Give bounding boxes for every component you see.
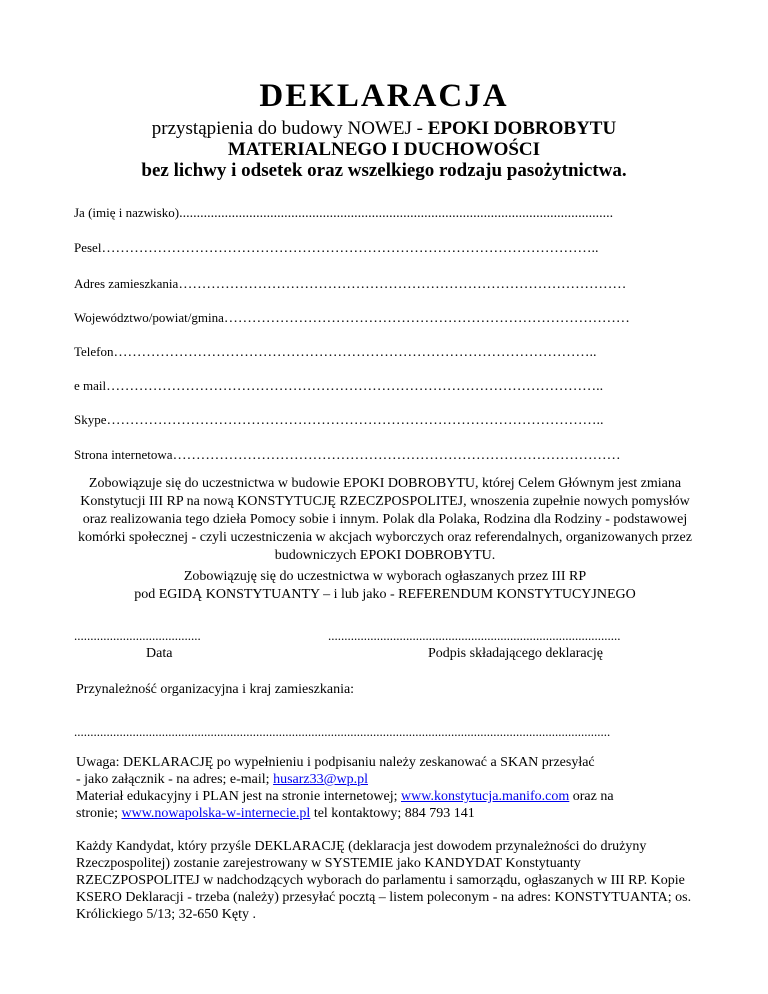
- subtitle-line-1-bold: EPOKI DOBROBYTU: [427, 118, 617, 139]
- field-name-dots: ............................................................................................................................: [179, 206, 614, 221]
- email-link[interactable]: husarz33@wp.pl: [273, 772, 369, 787]
- signature-label: Podpis składającego deklarację: [428, 646, 603, 661]
- subtitle-line-3-text: bez lichwy i odsetek oraz wszelkiego rodzaju pasożytnictwa.: [141, 160, 627, 181]
- field-phone-label: Telefon: [74, 344, 114, 359]
- notice-line-2: [76, 771, 706, 788]
- notice-line-4: [76, 805, 706, 822]
- subtitle-line-1: [0, 118, 768, 139]
- notice-line-3-suffix: oraz na: [569, 789, 614, 804]
- field-region-dots: ……………………………………………………………………………: [223, 311, 630, 326]
- document-subtitle: [0, 118, 768, 181]
- subtitle-line-3: [0, 160, 768, 181]
- field-phone[interactable]: [74, 344, 714, 361]
- field-pesel-label: Pesel: [74, 240, 102, 255]
- subtitle-line-2-text: MATERIALNEGO I DUCHOWOŚCI: [227, 139, 541, 160]
- field-email[interactable]: [74, 378, 714, 395]
- pledge-paragraph-2: [70, 568, 700, 604]
- website-link-2[interactable]: www.nowapolska-w-internecie.pl: [121, 806, 311, 821]
- notice-line-2-prefix: - jako załącznik - na adres; e-mail;: [76, 772, 274, 787]
- field-skype-label: Skype: [74, 412, 107, 427]
- field-skype[interactable]: [74, 412, 714, 429]
- field-name-label: Ja (imię i nazwisko): [74, 205, 180, 220]
- date-line[interactable]: .......................................: [74, 628, 201, 643]
- field-address[interactable]: [74, 276, 714, 293]
- org-line[interactable]: .....................................................................................................................................................................: [74, 724, 611, 739]
- notice-line-3: [76, 788, 706, 805]
- field-pesel[interactable]: [74, 240, 714, 257]
- org-label: Przynależność organizacyjna i kraj zamieszkania:: [76, 682, 355, 697]
- subtitle-line-2: [0, 139, 768, 160]
- field-website-dots: ……………………………………………………………………………………: [172, 448, 621, 463]
- signature-line[interactable]: ..........................................................................................: [328, 628, 621, 643]
- date-label: Data: [146, 646, 173, 661]
- field-region-label: Województwo/powiat/gmina: [74, 310, 224, 325]
- field-address-label: Adres zamieszkania: [74, 276, 179, 291]
- notice-line-1: Uwaga: DEKLARACJĘ po wypełnieniu i podpisaniu należy zeskanować a SKAN przesyłać: [76, 755, 595, 770]
- pledge-2-line-1: Zobowiązuję się do uczestnictwa w wyborach ogłaszanych przez III RP: [183, 569, 587, 584]
- field-address-dots: ……………………………………………………………………………………: [178, 277, 627, 292]
- pledge-paragraph-1: Zobowiązuje się do uczestnictwa w budowie EPOKI DOBROBYTU, której Celem Głównym jest zmiana Konstytucji III RP na nową KONSTYTUCJĘ RZECZPOSPOLITEJ, wnoszenia zupełnie nowych pomysłów oraz realizowania tego dzieła Pomocy sobie i innym. Polak dla Polaka, Rodzina dla Rodziny - podstawowej komórki społecznej - czyli uczestniczenia w akcjach wyborczych oraz referendalnych, organizowanych przez budowniczych EPOKI DOBROBYTU.: [78, 476, 692, 563]
- field-website-label: Strona internetowa: [74, 447, 173, 462]
- website-link-1[interactable]: www.konstytucja.manifo.com: [401, 789, 570, 804]
- field-phone-dots: …………………………………………………………………………………………..: [113, 345, 597, 360]
- field-email-label: e mail: [74, 378, 107, 393]
- pledge-2-line-2: pod EGIDĄ KONSTYTUANTY – i lub jako - REFERENDUM KONSTYTUCYJNEGO: [134, 587, 636, 602]
- document-title: DEKLARACJA: [259, 78, 509, 114]
- notice-line-4-suffix: tel kontaktowy; 884 793 141: [310, 806, 475, 821]
- subtitle-line-1-prefix: przystąpienia do budowy NOWEJ -: [151, 118, 428, 139]
- notice-line-3-prefix: Materiał edukacyjny i PLAN jest na stronie internetowej;: [76, 789, 402, 804]
- field-pesel-dots: ……………………………………………………………………………………………..: [101, 241, 599, 256]
- final-paragraph: Każdy Kandydat, który przyśle DEKLARACJĘ (deklaracja jest dowodem przynależności do drużyny Rzeczpospolitej) zostanie zarejestrowany w SYSTEMIE jako KANDYDAT Konstytuanty RZECZPOSPOLITEJ w nadchodzących wyborach do parlamentu i samorządu, ogłaszanych w III RP. Kopie KSERO Deklaracji - trzeba (należy) przesyłać pocztą – listem poleconym - na adres: KONSTYTUANTA; os. Królickiego 5/13; 32-650 Kęty .: [76, 839, 692, 922]
- field-name[interactable]: [74, 205, 714, 222]
- field-website[interactable]: [74, 447, 714, 464]
- notice-block: [76, 754, 706, 822]
- field-email-dots: ……………………………………………………………………………………………..: [106, 379, 604, 394]
- field-skype-dots: ……………………………………………………………………………………………..: [106, 413, 604, 428]
- field-region[interactable]: [74, 310, 714, 327]
- notice-line-4-prefix: stronie;: [76, 806, 122, 821]
